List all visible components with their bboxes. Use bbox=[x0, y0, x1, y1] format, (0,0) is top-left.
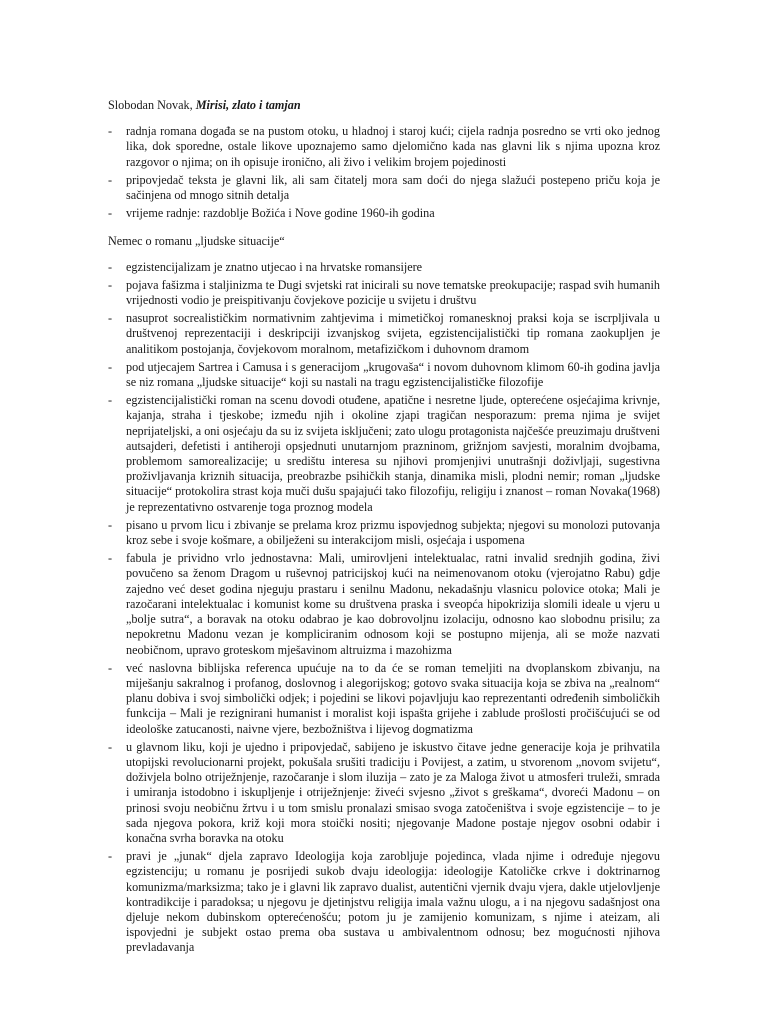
list-item bbox=[108, 661, 660, 737]
list-item-text: pravi je „junak“ djela zapravo Ideologija koja zarobljuje pojedinca, vlada njime i određuje njegovu egzistenciju; u romanu je posrijedi sukob dvaju ideologija: ideologije Katoličke crkve i doktrinarnog komunizma/marksizma; tako je i glavni lik zapravo dualist, autentični vjernik dvaju vjera, dakle utjelovljenje kontradikcije i paradoksa; u njegovu je djetinjstvu religija imala važnu ulogu, a i na njegovu sadašnjost ona djeluje nekom dubinskom opterećenošću; potom ju je zamijenio komunizam, s njime i ateizam, ali ispovjedni je subjekt ostao prema oba sustava u ambivalentnom odnosu; bez mogućnosti njihova prevladavanja bbox=[126, 849, 660, 955]
work-title: Mirisi, zlato i tamjan bbox=[195, 98, 301, 112]
bullet-dash: - bbox=[108, 172, 113, 187]
bullet-dash: - bbox=[108, 517, 113, 532]
list-item bbox=[108, 124, 660, 170]
list-item-text: u glavnom liku, koji je ujedno i pripovjedač, sabijeno je iskustvo čitave jedne generacije koja je prihvatila utopijski revolucionarni projekt, pokušala srušiti tradiciju i Povijest, a zatim, u stvorenom „novom svijetu“, doživjela bolno otriježnjenje, razočaranje i slom iluzija – zato je za Maloga život u atmosferi truleži, smrada i umiranja istodobno i iskupljenje i otriježnjenje: živeći svjesno „život s greškama“, dvoreći Madonu – on prinosi svoju neobičnu žrtvu i u tom smislu pronalazi smisao svoga zatočeništva i svoje egzistencije – to je sada njegova pokora, križ koji mora stoički nositi; njegovanje Madone postaje njegov osobni odabir i konačna svrha boravka na otoku bbox=[126, 739, 660, 845]
list-item bbox=[108, 278, 660, 308]
list-item-text: pripovjedač teksta je glavni lik, ali sam čitatelj mora sam doći do njega slažući postepeno priču koja je sačinjena od mnogo sitnih detalja bbox=[126, 172, 660, 203]
bullet-dash: - bbox=[108, 206, 113, 221]
list-item bbox=[108, 311, 660, 357]
list-item bbox=[108, 849, 660, 955]
bullet-dash: - bbox=[108, 551, 113, 566]
bullet-dash: - bbox=[108, 359, 113, 374]
bullet-dash: - bbox=[108, 739, 113, 754]
list-item bbox=[108, 518, 660, 548]
bullet-dash: - bbox=[108, 259, 113, 274]
list-item-text: pod utjecajem Sartrea i Camusa i s generacijom „krugovaša“ i novom duhovnom klimom 60-ih godina javlja se niz romana „ljudske situacije“ koji su nastali na tragu egzistencijalističke filozofije bbox=[126, 359, 660, 390]
document-title bbox=[108, 98, 660, 113]
bullet-dash: - bbox=[108, 124, 113, 139]
list-item-text: fabula je prividno vrlo jednostavna: Mali, umirovljeni intelektualac, ratni invalid srednjih godina, živi povučeno sa ženom Dragom u ruševnoj patricijskoj kući na neimenovanom otoku (vjerojatno Rabu) gdje zajedno već deset godina njeguju prastaru i senilnu Madonu, nekadašnju vlasnicu polovice otoka; Mali je razočarani intelektualac i komunist kome su društvena praska i sveopća hipokrizija slomili ideale u vjeru u „bolje sutra“, a boravak na otoku odabrao je kao dobrovoljnu izolaciju, odnosno kao slobodnu prisilu; za nepokretnu Madonu vezan je kompliciranim odnosom koji se postupno mijenja, ali se može nazvati neobičnom, upravo groteskom mješavinom altruizma i mazohizma bbox=[126, 551, 660, 657]
list-item bbox=[108, 393, 660, 515]
list-item bbox=[108, 360, 660, 390]
list-item-text: pojava fašizma i staljinizma te Dugi svjetski rat inicirali su nove tematske preokupacije; raspad svih humanih vrijednosti vodio je preispitivanju čovjekove pozicije u svijetu i društvu bbox=[126, 277, 660, 308]
list-item-text: pisano u prvom licu i zbivanje se prelama kroz prizmu ispovjednog subjekta; njegovi su monolozi putovanja kroz sebe i svoje košmare, a obilježeni su interakcijom misli, osjećaja i uspomena bbox=[126, 517, 660, 548]
bullet-dash: - bbox=[108, 311, 113, 326]
summary-list bbox=[108, 124, 660, 221]
list-item-text: nasuprot socrealističkim normativnim zahtjevima i mimetičkoj romanesknoj praksi koja se iscrpljivala u društvenoj reprezentaciji i deskripciji izvanjskog svijeta, egzistencijalistički tip romana zaokupljen je analitikom postojanja, čovjekovom moralnom, metafizičkom i duhovnom dramom bbox=[126, 311, 660, 356]
list-item bbox=[108, 740, 660, 846]
bullet-dash: - bbox=[108, 660, 113, 675]
list-item-text: već naslovna biblijska referenca upućuje na to da će se roman temeljiti na dvoplanskom zbivanju, na miješanju sakralnog i profanog, doslovnog i alegorijskog; gotovo svaka situacija koja se zbiva na „realnom“ planu dobiva i svoj simbolički odjek; i pojedini se likovi pojavljuju kao reprezentanti određenih simboličkih funkcija – Mali je rezignirani humanist i moralist koji ispašta grijehe i zablude prošlosti pročišćujući se od ideološke zatucanosti, naivne vjere, bezbožništva i lijevog dogmatizma bbox=[126, 660, 660, 736]
bullet-dash: - bbox=[108, 277, 113, 292]
list-item-text: egzistencijalizam je znatno utjecao i na hrvatske romansijere bbox=[126, 259, 423, 274]
bullet-dash: - bbox=[108, 849, 113, 864]
section-heading: Nemec o romanu „ljudske situacije“ bbox=[108, 234, 285, 249]
list-item bbox=[108, 551, 660, 657]
list-item-text: vrijeme radnje: razdoblje Božića i Nove godine 1960-ih godina bbox=[126, 206, 435, 221]
list-item-text: egzistencijalistički roman na scenu dovodi otuđene, apatične i nesretne ljude, opterećene osjećajima krivnje, kajanja, straha i tjeskobe; između njih i okoline zjapi tragičan nesporazum: prema njima je svijet neprijateljski, a oni osjećaju da su iz svijeta isključeni; zato ulogu protagonista najčešće preuzimaju društveni autsajderi, defetisti i antiheroji opsjednuti unutarnjom prazninom, grižnjom savjesti, moralnim dvojbama, problemom samorealizacije; u središtu interesa su njihovi promjenjivi unutrašnji doživljaji, sugestivna proživljavanja kriznih situacija, preobrazbe psihičkih stanja, dinamika misli, plodni nemir; roman „ljudske situacije“ protokolira strast koja muči dušu spajajući tako filozofiju, religiju i znanost – roman Novaka(1968) je reprezentativno ostvarenje toga proznog modela bbox=[126, 393, 660, 514]
analysis-list bbox=[108, 260, 660, 956]
list-item-text: radnja romana događa se na pustom otoku, u hladnoj i staroj kući; cijela radnja posredno se vrti oko jednog lika, dok sporedne, ostale likove upoznajemo samo djelomično kada nas glavni lik s njima upozna kroz razgovor o njima; on ih opisuje ironično, ali živo i velikim brojem pojedinosti bbox=[126, 124, 660, 169]
author-name: Slobodan Novak, bbox=[108, 98, 193, 112]
list-item bbox=[108, 260, 660, 275]
bullet-dash: - bbox=[108, 393, 113, 408]
list-item bbox=[108, 173, 660, 203]
list-item bbox=[108, 206, 660, 221]
